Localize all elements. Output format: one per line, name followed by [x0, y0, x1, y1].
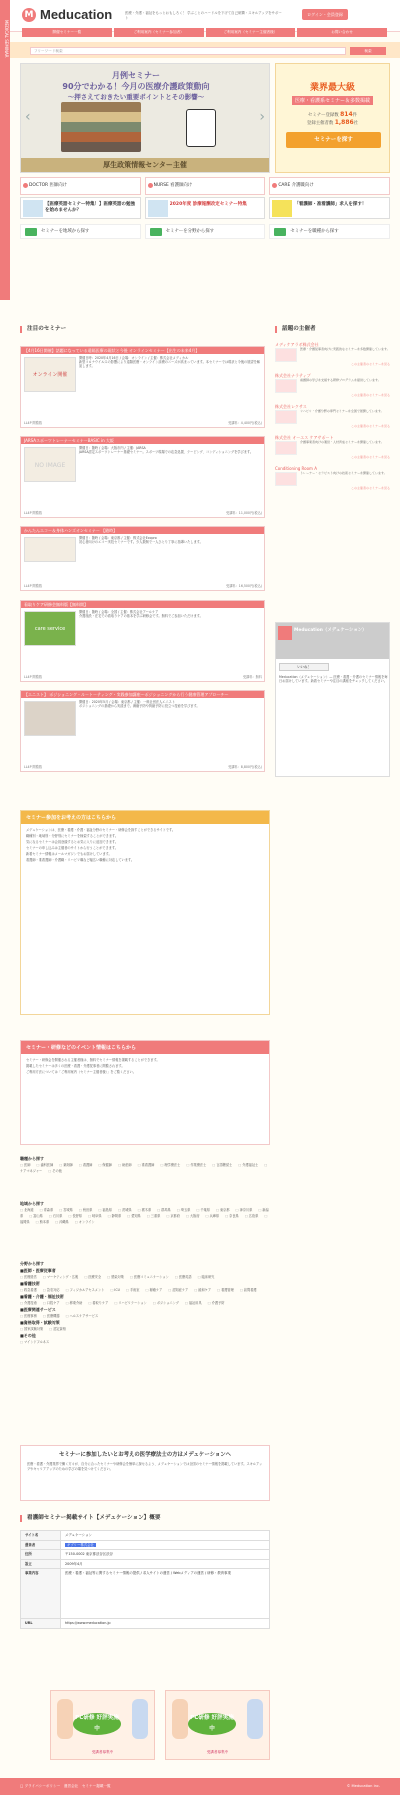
organizers-title: 話題の主催者: [275, 326, 316, 333]
banner-revision[interactable]: 2020年度 診療報酬改定セミナー特集: [145, 197, 266, 219]
filter-chip[interactable]: □ 新潟県: [20, 1208, 269, 1218]
participant-info-title[interactable]: セミナー参加をお考えの方はこちらから: [21, 811, 269, 824]
hero-organizer: 厚生政策情報センター主催: [21, 158, 269, 172]
filter-chip[interactable]: □ 宮城県: [59, 1208, 73, 1212]
footer-links[interactable]: □ プライバシーポリシー 運営会社 セミナー掲載一覧: [20, 1784, 111, 1788]
filter-chip[interactable]: □ 看取りケア: [88, 1301, 108, 1305]
filter-chip[interactable]: □ 沖縄県: [55, 1220, 69, 1224]
search-button[interactable]: 検索: [350, 47, 386, 55]
chips-field: 分野から探す ■医師・医療従事者 □ 医療経営□ マーケティング・広報□ 医療安全□ 感染対策□ 医療コミュニケーション□ 医療英語□ 臨床研究 ■看護技術 □ 救急看護□ 急変対応□ フィジカルアセスメント□ ICU□ 手術室□ 褥瘡ケア□ 認知症ケア□ 緩和ケア□ 看護管理□ 訪問看護 ■看護・介護・福祉技術 □ 介護技術□ 口腔ケア□ 移乗介助□ 看取りケア□ リハビリテーション□ ポジショニング□ 福祉用具□ 介護予防 ■医療関連サービス □ 医療事務□ 医療機器□ ヘルスケアサービス ■資格取得・試験対策 □ 国家試験対策□ 認定資格 ■その他 □ マインドフルネス: [20, 1260, 270, 1345]
seminar-title[interactable]: 【エニスト】 ポジショニング・ルートーティング・実践参加講座～ポジショニングから行う健康管理アプローチ～: [21, 691, 264, 698]
filter-chip[interactable]: □ 感染対策: [107, 1275, 124, 1279]
seminar-footer: LL4P 閲覧数 受講料：8,800円(税込): [24, 765, 262, 769]
person-illustration: [186, 109, 216, 147]
seminar-thumbnail: [24, 537, 76, 562]
nav-guide-participant[interactable]: ご利用案内（セミナー参加者）: [114, 28, 204, 37]
seminar-title[interactable]: かんたんエコー＆身体ハンズオンセミナー 【随時】: [21, 527, 264, 534]
filter-chip[interactable]: □ 福岡県: [20, 1214, 267, 1224]
filter-chip[interactable]: □ ケアマネジャー: [20, 1163, 267, 1173]
doctor-icon: [23, 183, 28, 188]
banner-image: [148, 200, 168, 217]
filter-chip[interactable]: □ 介護福祉士: [238, 1163, 258, 1167]
filter-chip[interactable]: □ 千葉県: [196, 1208, 210, 1212]
organizer-info-title[interactable]: セミナー・研修などのイベント情報はこちらから: [21, 1041, 269, 1054]
filter-chip[interactable]: □ 看護師: [79, 1163, 93, 1167]
filter-chip[interactable]: □ 秋田県: [79, 1208, 93, 1212]
nurse-icon: [148, 183, 153, 188]
promo-subtitle: 医療・看護系セミナー＆多数掲載: [292, 96, 373, 105]
seminar-footer: LL4P 閲覧数 受講料：11,000円(税込): [24, 511, 262, 515]
filter-chip[interactable]: □ 石川県: [49, 1214, 63, 1218]
facebook-post: Meducation（メデュケーション）— 医療・看護・介護のセミナー情報を毎日お届けしています。新着セミナーや注目の講座をチェックしてください。: [279, 675, 388, 684]
field-icon: [150, 228, 162, 236]
filter-chip[interactable]: □ フィジカルアセスメント: [66, 1288, 105, 1292]
seminar-footer: LL4P 閲覧数 受講料：4,400円(税込): [24, 421, 262, 425]
overview-table: [20, 1530, 270, 1629]
filter-chip[interactable]: □ 認知症ケア: [168, 1288, 188, 1292]
ad-banners: [50, 1690, 270, 1760]
character-illustration: [247, 1699, 263, 1739]
filter-chip[interactable]: □ 医療経営: [20, 1275, 37, 1279]
table-row: 事業内容 医療・看護・福祉等に関するセミナー情報の提供 / 求人サイトの運営 / Webメディアの運営 / 研修・教育事業: [21, 1569, 270, 1619]
hero-title: 月例セミナー 90分でわかる！今月の医療介護政策動向 ～押さえておきたい重要ポイントとその影響～: [62, 71, 210, 101]
facebook-cover: Meducation（メデュケーション）: [276, 623, 389, 659]
filter-chip[interactable]: □ 富山県: [29, 1214, 43, 1218]
main-nav: [22, 28, 387, 37]
filter-chip[interactable]: □ 救急看護: [20, 1288, 37, 1292]
character-illustration: [172, 1699, 188, 1739]
ad-banner[interactable]: PC研修 好評実施中 受講者募集中: [50, 1690, 155, 1760]
site-footer: [0, 1778, 400, 1795]
carousel-prev-icon[interactable]: ‹: [25, 109, 31, 125]
banner-image: [272, 200, 292, 217]
filter-chip[interactable]: □ ICU: [110, 1288, 120, 1292]
filter-chip[interactable]: □ 国家試験対策: [20, 1327, 43, 1331]
outline-text: 医療・看護・介護業界で働く方々が、自分に合ったセミナーや研修会を簡単に探せるよう、メデュケーションでは全国のセミナー情報を掲載しています。スキルアップやキャリアアップのための学びの場を見つけてください。: [27, 1462, 263, 1471]
participant-info: [20, 810, 270, 1015]
filter-chip[interactable]: □ 兵庫県: [206, 1214, 220, 1218]
filter-chip[interactable]: □ 京都府: [166, 1214, 180, 1218]
organizer-logo: [275, 441, 297, 455]
seminar-thumbnail: [24, 701, 76, 736]
books-illustration: [61, 102, 141, 152]
filter-chip[interactable]: □ オンライン: [75, 1220, 95, 1224]
nav-contact[interactable]: お問い合わせ: [297, 28, 387, 37]
category-doctor[interactable]: DOCTOR 医師向け: [20, 177, 141, 195]
chips-region: 地域から探す □ 北海道□ 青森県□ 宮城県□ 秋田県□ 福島県□ 茨城県□ 栃木県□ 群馬県□ 埼玉県□ 千葉県□ 東京都□ 神奈川県□ 新潟県□ 富山県□ 石川県□ 長野県□ 岐阜県□ 静岡県□ 愛知県□ 三重県□ 京都府□ 大阪府□ 兵庫県□ 奈良県□ 広島県□ 福岡県□ 熊本県□ 沖縄県□ オンライン: [20, 1200, 270, 1225]
filter-chip[interactable]: □ 医療事務: [20, 1314, 37, 1318]
facebook-like-button[interactable]: いいね！: [279, 663, 329, 671]
banner-row: [20, 197, 390, 219]
organizer-logo: [275, 410, 297, 424]
seminar-title[interactable]: 【4月16日開催】話題になっている遠隔医療の現状と今後 オンラインセミナー【出生の未来4月】: [21, 347, 264, 354]
filter-chip[interactable]: □ 医師: [20, 1163, 30, 1167]
find-by-region[interactable]: セミナーを地域から探す: [20, 224, 141, 239]
banner-image: [23, 200, 43, 217]
seminar-detail: 開催日時：2020年4月16日 / 会場：オンライン / 主催：株式会社メディカル 新型コロナウイルスの影響により遠隔医療・オンライン診療のニーズが高まっています。本セミナーでは現状と今後の展望を解説します。: [79, 356, 260, 369]
filter-chip[interactable]: □ 奈良県: [225, 1214, 239, 1218]
seminar-card[interactable]: [20, 526, 265, 591]
filter-chip[interactable]: □ 保健師: [98, 1163, 112, 1167]
logo-icon[interactable]: M: [22, 8, 36, 22]
organizer-info-list: セミナー・研修会を開催される主催者様は、無料でセミナー情報を掲載することができます。 掲載したセミナーは多くの医療・看護・介護従事者に閲覧されます。 ご利用方法については「ご利用案内（セミナー主催者様）」をご覧ください。: [26, 1058, 160, 1074]
filter-chip[interactable]: □ 移乗介助: [66, 1301, 83, 1305]
carousel-next-icon[interactable]: ›: [259, 109, 265, 125]
filter-chip[interactable]: □ 口腔ケア: [43, 1301, 60, 1305]
find-by-field[interactable]: セミナーを分野から探す: [145, 224, 266, 239]
seminar-thumbnail: オンライン開催: [24, 357, 76, 392]
promo-panel: [275, 63, 390, 173]
organizer-info: [20, 1040, 270, 1145]
filter-chip[interactable]: □ 三重県: [147, 1214, 161, 1218]
filter-chip[interactable]: □ 歯科医師: [36, 1163, 53, 1167]
outline-title: セミナーに参加したいとお考えの医学療法士の方はメデュケーションへ: [58, 1452, 232, 1458]
find-row: [20, 224, 390, 239]
character-illustration: [132, 1699, 148, 1739]
filter-chip[interactable]: □ 広島県: [245, 1214, 259, 1218]
promo-stats: セミナー登録数 814件 登録主催者数 1,886社: [306, 111, 359, 126]
filter-chip[interactable]: □ 医療コミュニケーション: [130, 1275, 169, 1279]
seminar-title[interactable]: 看取りケア研修会無料版【無料開】: [21, 601, 264, 608]
organizer-link: この主催者のセミナーを見る: [350, 455, 390, 459]
filter-chip[interactable]: □ 栃木県: [138, 1208, 152, 1212]
vertical-label: MEDICAL SEMINAR: [4, 20, 9, 58]
filter-chip[interactable]: □ 群馬県: [157, 1208, 171, 1212]
banner-medical-english[interactable]: 【医療英語セミナー特集！】医療英語の勉強を始めませんか？: [20, 197, 141, 219]
outline-box: [20, 1445, 270, 1501]
overview-title: 看護師セミナー掲載サイト【メデュケーション】概要: [20, 1515, 160, 1522]
operator-link[interactable]: ギブリー株式会社: [67, 1542, 94, 1547]
site-logo[interactable]: Meducation: [40, 7, 113, 22]
category-row: [20, 177, 390, 195]
organizer-item[interactable]: 株式会社レクサス リハビリ・介護分野の専門セミナーを全国で展開しています。 この主催者のセミナーを見る: [275, 404, 390, 428]
find-by-job[interactable]: セミナーを職種から探す: [269, 224, 390, 239]
filter-chip[interactable]: □ ポジショニング: [153, 1301, 179, 1305]
filter-chip[interactable]: □ 薬剤師: [59, 1163, 73, 1167]
filter-chip[interactable]: □ 埼玉県: [177, 1208, 191, 1212]
filter-chip[interactable]: □ 褥瘡ケア: [146, 1288, 163, 1292]
chips-job: 職種から探す □ 医師□ 歯科医師□ 薬剤師□ 看護師□ 保健師□ 助産師□ 准看護師□ 理学療法士□ 作業療法士□ 言語聴覚士□ 介護福祉士□ ケアマネジャー□ その他: [20, 1155, 270, 1174]
filter-chip[interactable]: □ 静岡県: [108, 1214, 122, 1218]
filter-chip[interactable]: □ 理学療法士: [160, 1163, 180, 1167]
filter-chip[interactable]: □ マインドフルネス: [20, 1340, 49, 1344]
filter-chip[interactable]: □ ヘルスケアサービス: [66, 1314, 99, 1318]
filter-chip[interactable]: □ 青森県: [40, 1208, 54, 1212]
table-row: 住所 〒150-0002 東京都渋谷区渋谷: [21, 1550, 270, 1560]
care-icon: [272, 183, 277, 188]
seminar-card[interactable]: [20, 600, 265, 682]
nav-guide-organizer[interactable]: ご利用案内（セミナー主催者様）: [206, 28, 296, 37]
organizer-link: この主催者のセミナーを見る: [350, 424, 390, 428]
seminar-thumbnail: care service: [24, 611, 76, 646]
filter-chip[interactable]: □ 長野県: [68, 1214, 82, 1218]
organizer-link: この主催者のセミナーを見る: [350, 486, 390, 490]
header-description: 医療・介護・福祉をもっとおもしろく！ 学ぶことのハードルを下げて自己研鑽・スキルアップをサポート: [125, 11, 282, 20]
job-icon: [274, 228, 286, 236]
seminar-detail: 開催日：2020年5月 / 会場：東京都 / 主催：一般社団法人エニスト ポジショニングの基礎から実践まで。褥瘡予防や拘縮予防に役立つ技術を学びます。: [79, 700, 200, 709]
category-care[interactable]: CARE 介護職向け: [269, 177, 390, 195]
filter-chip[interactable]: □ マーケティング・広報: [43, 1275, 79, 1279]
filter-chip[interactable]: □ 臨床研究: [198, 1275, 215, 1279]
search-input[interactable]: フリーワード検索: [30, 47, 346, 55]
filter-chip[interactable]: □ 愛知県: [127, 1214, 141, 1218]
filter-chip[interactable]: □ 認定資格: [49, 1327, 66, 1331]
seminar-thumbnail: NO IMAGE: [24, 447, 76, 482]
filter-chip[interactable]: □ 緩和ケア: [194, 1288, 211, 1292]
organizer-link: この主催者のセミナーを見る: [350, 362, 390, 366]
nav-seminar-list[interactable]: 開催セミナー一覧: [22, 28, 112, 37]
seminar-detail: 開催日：随時 / 会場：全国 / 主催：株式会社アールケア 介護施設・在宅での看取りケアの基本を学ぶ研修会です。無料でご参加いただけます。: [79, 610, 203, 619]
promo-title: 業界最大級: [309, 83, 355, 93]
filter-chip[interactable]: □ 作業療法士: [186, 1163, 206, 1167]
seminar-card[interactable]: [20, 436, 265, 518]
filter-chip[interactable]: □ 東京都: [216, 1208, 230, 1212]
featured-title: 注目のセミナー: [20, 326, 66, 333]
organizer-item[interactable]: メディケアラボ株式会社 医療・介護従事者向けに実践的なセミナーを多数開催しています。 この主催者のセミナーを見る: [275, 342, 390, 366]
copyright: © Meducation inc.: [346, 1784, 380, 1788]
filter-chip[interactable]: □ 訪問看護: [240, 1288, 257, 1292]
seminar-card[interactable]: [20, 690, 265, 772]
facebook-widget[interactable]: [275, 622, 390, 777]
organizer-link: この主催者のセミナーを見る: [350, 393, 390, 397]
organizer-item[interactable]: 株式会社 オーエス ケアサポート 介護事業者向けの運営・人材育成セミナーを開催しています。 この主催者のセミナーを見る: [275, 435, 390, 459]
filter-chip[interactable]: □ 看護管理: [217, 1288, 234, 1292]
participant-info-list: メデュケーションは、医療・看護・介護・福祉分野のセミナー・研修会を探すことができるサイトです。 職種別・地域別・分野別にセミナーを検索することができます。 気になるセミナーは会員登録するとお気に入りに追加できます。 セミナーの申し込みは主催者のサイトから行うことができます。 新着セミナー情報はメールマガジンでもお届けしています。 看護師・准看護師・介護職・リハビリ職など幅広い職種に対応しています。: [26, 828, 176, 862]
table-row: 運営者 ギブリー株式会社: [21, 1540, 270, 1550]
filter-chip[interactable]: □ 介護予防: [208, 1301, 225, 1305]
filter-chip[interactable]: □ 岐阜県: [88, 1214, 102, 1218]
table-row: URL https://www.meducation.jp: [21, 1619, 270, 1629]
ad-banner[interactable]: PC研修 好評実施中 受講者募集中: [165, 1690, 270, 1760]
filter-chip[interactable]: □ 介護技術: [20, 1301, 37, 1305]
organizer-logo: [275, 348, 297, 362]
seminar-detail: 開催日：随時 / 会場：東京都 / 主催：株式会社Ecopro 初心者向けのエコー実技セミナーです。少人数制で一人ひとり丁寧に指導いたします。: [79, 536, 203, 545]
seminar-detail: 開催日：随時 / 会場：大阪市内 / 主催：JARSA JARSA認定スポーツトレーナー基礎セミナー。スポーツ現場での応急処置、テーピング、コンディショニングを学びます。: [79, 446, 254, 455]
filter-chip[interactable]: □ 北海道: [20, 1208, 34, 1212]
filter-chip[interactable]: □ その他: [48, 1169, 62, 1173]
seminar-footer: LL4P 閲覧数 受講料：16,500円(税込): [24, 584, 262, 588]
category-nurse[interactable]: NURSE 看護師向け: [145, 177, 266, 195]
filter-chip[interactable]: □ 医療安全: [84, 1275, 101, 1279]
filter-chip[interactable]: □ 熊本県: [36, 1220, 50, 1224]
filter-chip[interactable]: □ 茨城県: [118, 1208, 132, 1212]
organizer-list: [275, 342, 390, 497]
filter-chip[interactable]: □ 福祉用具: [185, 1301, 202, 1305]
organizer-item[interactable]: 株式会社ナラティブ 看護師の学びを支援する研修プログラムを提供しています。 この主催者のセミナーを見る: [275, 373, 390, 397]
filter-chip[interactable]: □ 言語聴覚士: [212, 1163, 232, 1167]
filter-chip[interactable]: □ 医療機器: [43, 1314, 60, 1318]
filter-chip[interactable]: □ 准看護師: [138, 1163, 155, 1167]
login-button[interactable]: ログイン・会員登録: [302, 9, 348, 20]
hero-carousel[interactable]: [20, 63, 270, 173]
filter-chip[interactable]: □ リハビリテーション: [114, 1301, 146, 1305]
filter-chip[interactable]: □ 手術室: [126, 1288, 140, 1292]
filter-chip[interactable]: □ 医療英語: [175, 1275, 192, 1279]
filter-chip[interactable]: □ 急変対応: [43, 1288, 60, 1292]
organizer-logo: [275, 379, 297, 393]
seminar-footer: LL4P 閲覧数 受講料：無料: [24, 675, 262, 679]
organizer-item[interactable]: Conditioning Room A トレーナー・セラピスト向けの技術セミナーを開催しています。 この主催者のセミナーを見る: [275, 466, 390, 490]
page-logo-icon: [278, 626, 292, 640]
banner-job[interactable]: 「看護師・准看護師」求人を探す！: [269, 197, 390, 219]
search-bar: [10, 42, 400, 58]
table-row: サイト名 メデュケーション: [21, 1531, 270, 1541]
character-illustration: [57, 1699, 73, 1739]
left-accent-strip: [0, 0, 10, 300]
table-row: 設立 2009年4月: [21, 1559, 270, 1569]
filter-chip[interactable]: □ 大阪府: [186, 1214, 200, 1218]
seminar-card[interactable]: [20, 346, 265, 428]
map-icon: [25, 228, 37, 236]
site-url-link[interactable]: https://www.meducation.jp: [61, 1619, 270, 1629]
filter-chip[interactable]: □ 助産師: [118, 1163, 132, 1167]
seminar-title[interactable]: JARSAスポーツトレーナーセミナーBASIC in 大阪: [21, 437, 264, 444]
filter-chip[interactable]: □ 福島県: [98, 1208, 112, 1212]
find-seminar-button[interactable]: セミナーを探す: [286, 132, 381, 148]
organizer-logo: [275, 472, 297, 486]
filter-chip[interactable]: □ 神奈川県: [236, 1208, 253, 1212]
